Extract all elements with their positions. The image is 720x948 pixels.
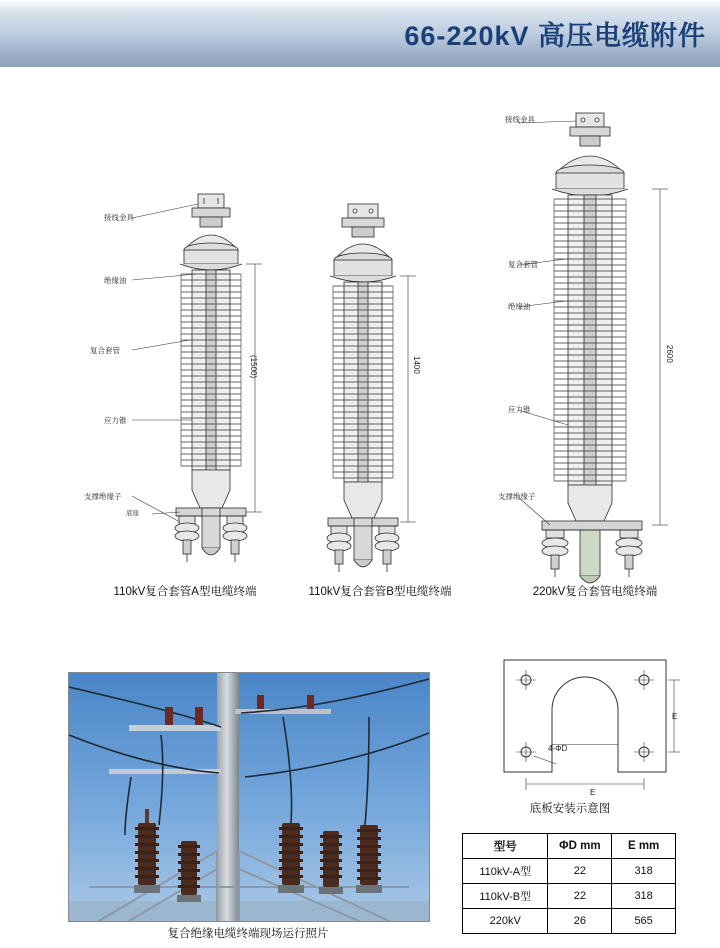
table-row — [463, 859, 676, 884]
cell-model: 220kV — [463, 909, 548, 934]
label-baseplate-holes: 4-ΦD — [548, 744, 568, 753]
caption-field-photo: 复合绝缘电缆终端现场运行照片 — [167, 928, 329, 940]
label-220-support-insulator: 支撑绝缘子 — [498, 492, 536, 501]
label-110a-terminal-fitting: 接线金具 — [104, 213, 134, 222]
field-photo — [68, 672, 430, 922]
page-title: 66-220kV 高压电缆附件 — [404, 21, 706, 51]
table-header-phid: ΦD mm — [548, 834, 612, 859]
cell-model: 110kV-B型 — [463, 884, 548, 909]
table-row — [463, 909, 676, 934]
label-220-stress-cone: 应力锥 — [508, 405, 531, 414]
spec-table-wrapper — [462, 833, 676, 934]
label-110a-stress-cone: 应力锥 — [104, 416, 127, 425]
caption-110kv-b: 110kV复合套管B型电缆终端 — [308, 586, 452, 598]
cell-phid: 22 — [548, 859, 612, 884]
label-110a-base: 底座 — [126, 510, 139, 517]
label-220-insulating-oil: 绝缘油 — [508, 302, 531, 311]
table-header-row — [463, 834, 676, 859]
dimension-110b: 1400 — [412, 356, 421, 374]
label-110a-support-insulator: 支撑绝缘子 — [84, 492, 122, 501]
label-220-composite-bushing: 复合套管 — [508, 260, 538, 269]
table-header-e: E mm — [612, 834, 676, 859]
dimension-220: 2600 — [665, 345, 674, 363]
cell-e: 318 — [612, 859, 676, 884]
label-baseplate-e-side: E — [672, 712, 678, 721]
label-110a-insulating-oil: 绝缘油 — [104, 276, 127, 285]
caption-110kv-a: 110kV复合套管A型电缆终端 — [113, 586, 257, 598]
cell-e: 318 — [612, 884, 676, 909]
cell-e: 565 — [612, 909, 676, 934]
label-baseplate-e-bottom: E — [590, 788, 596, 797]
table-row — [463, 884, 676, 909]
page-header — [0, 0, 720, 67]
cell-model: 110kV-A型 — [463, 859, 548, 884]
label-220-terminal-fitting: 接线金具 — [505, 115, 535, 124]
table-header-model: 型号 — [463, 834, 548, 859]
dimension-110a: (1500) — [249, 355, 258, 379]
label-110a-composite-bushing: 复合套管 — [90, 346, 120, 355]
caption-baseplate: 底板安装示意图 — [529, 803, 611, 815]
cell-phid: 26 — [548, 909, 612, 934]
spec-table — [462, 833, 676, 934]
caption-220kv: 220kV复合套管电缆终端 — [532, 586, 658, 598]
cell-phid: 22 — [548, 884, 612, 909]
